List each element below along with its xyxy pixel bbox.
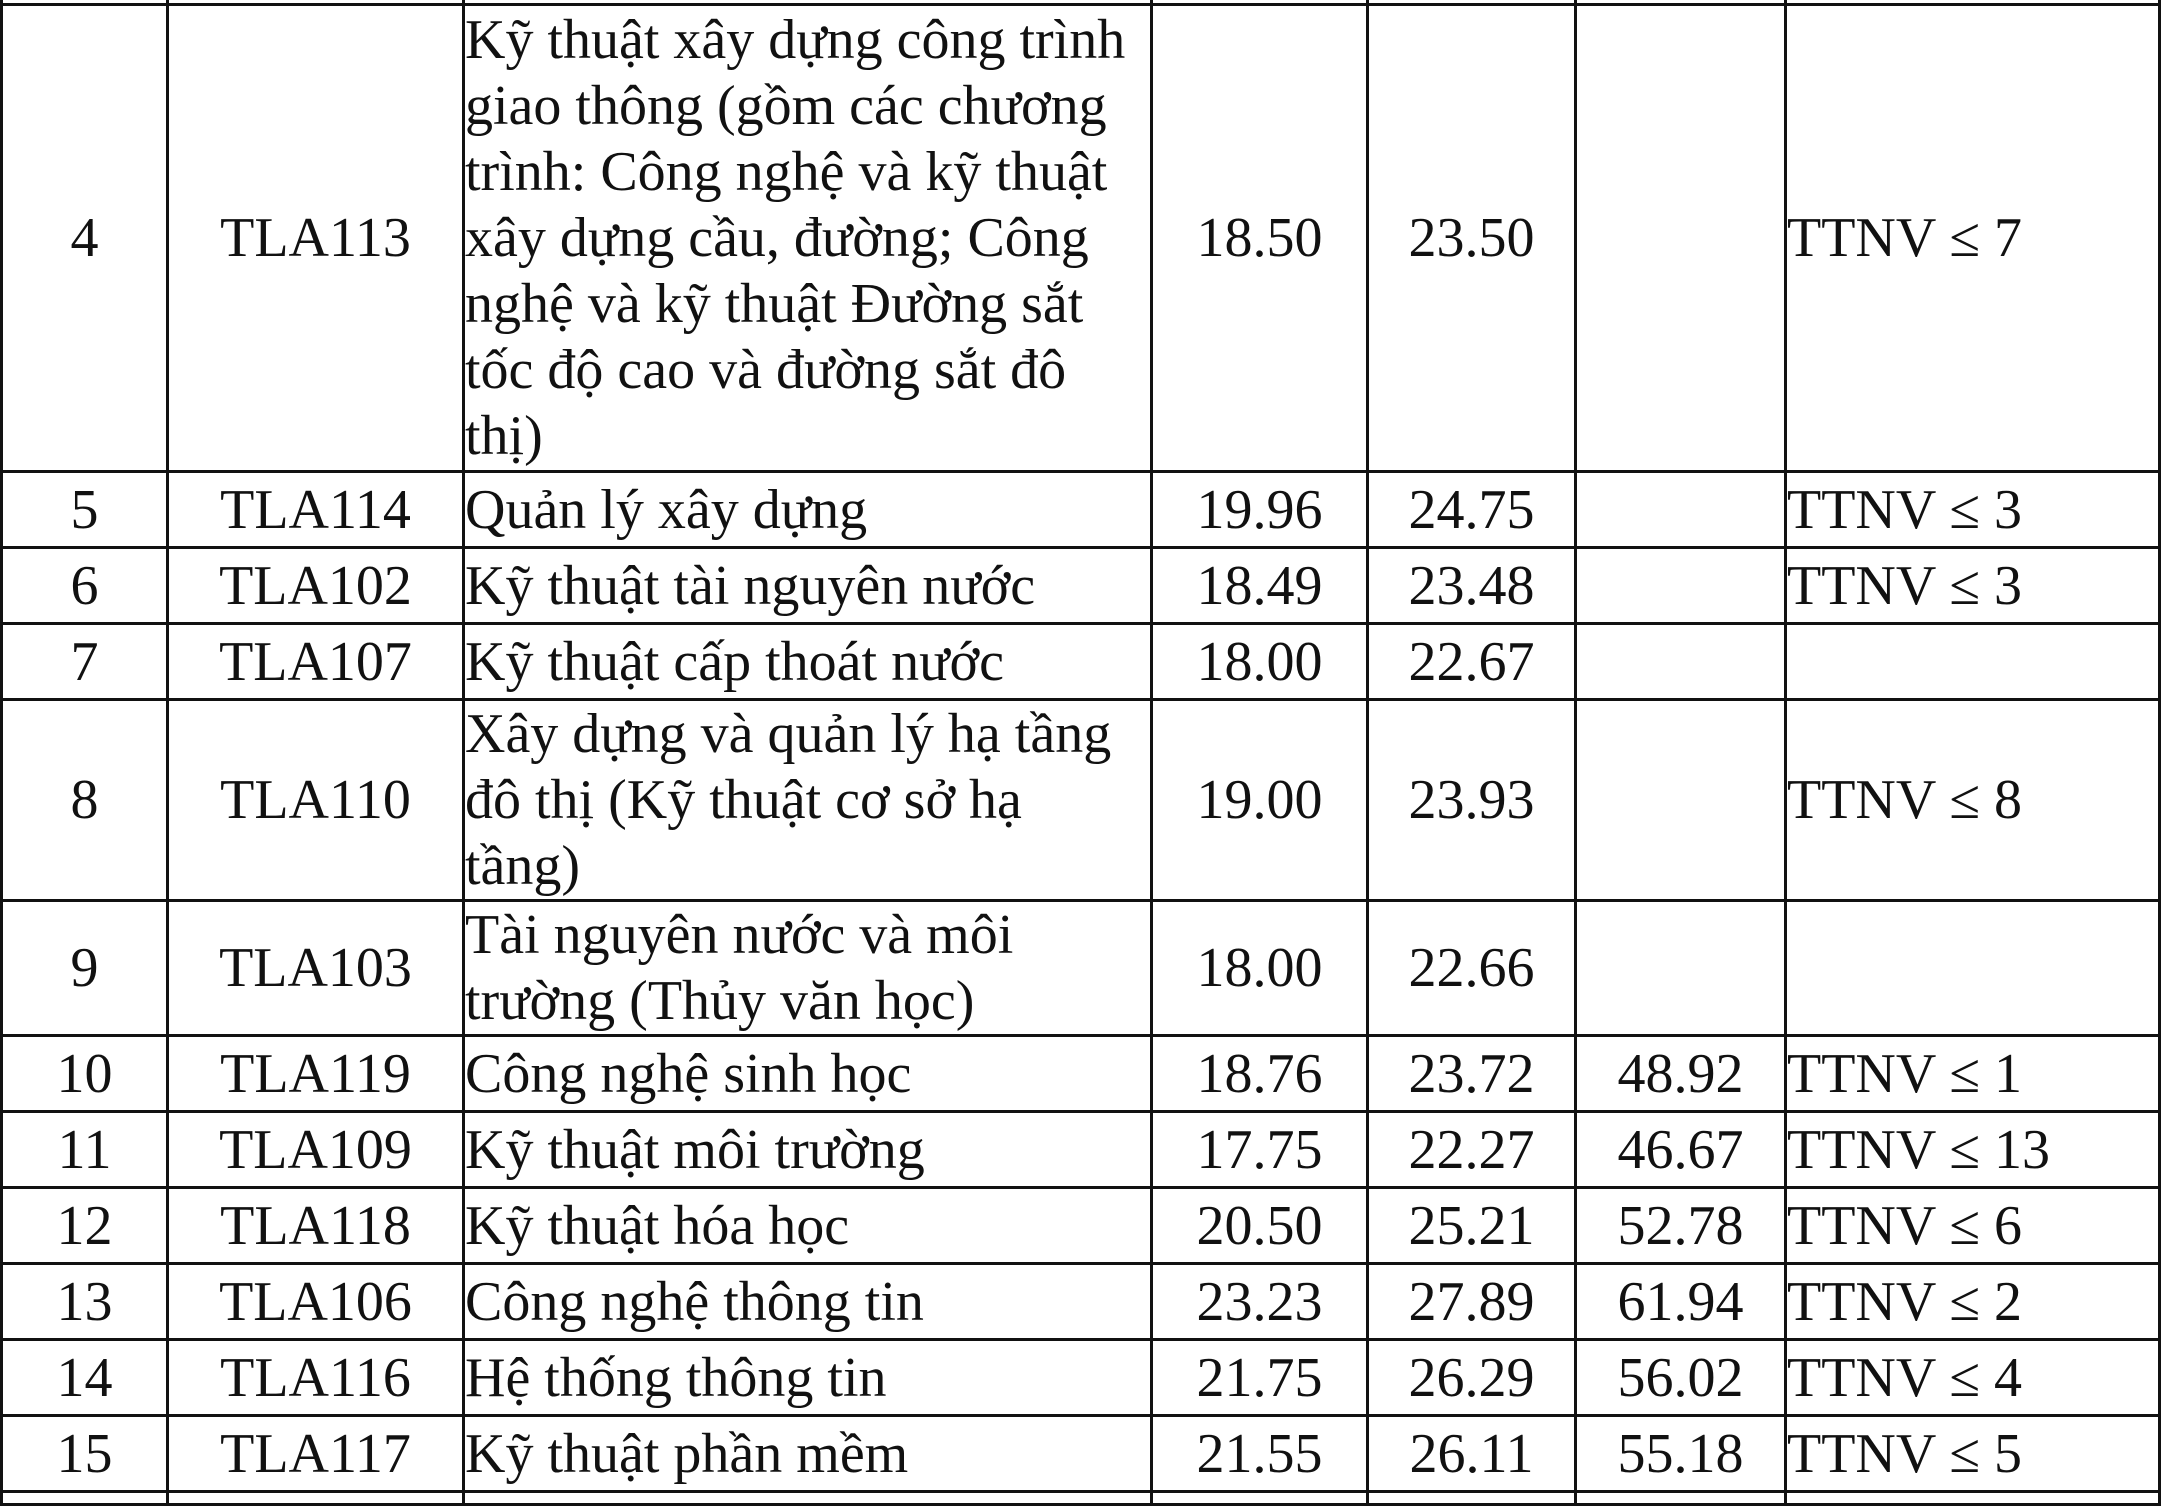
row-number: 15 bbox=[2, 1416, 168, 1492]
score-cell-1: 18.50 bbox=[1152, 5, 1368, 472]
score-cell-1: 17.75 bbox=[1152, 1112, 1368, 1188]
program-name: Công nghệ thông tin bbox=[464, 1264, 1152, 1340]
score-cell-2: 22.67 bbox=[1368, 624, 1576, 700]
score-cell-3 bbox=[1576, 624, 1786, 700]
program-code: TLA117 bbox=[168, 1416, 464, 1492]
row-number: 12 bbox=[2, 1188, 168, 1264]
priority-note: TTNV ≤ 1 bbox=[1786, 1036, 2160, 1112]
row-number: 8 bbox=[2, 700, 168, 901]
table-row bbox=[2, 548, 2160, 624]
program-name: Kỹ thuật tài nguyên nước bbox=[464, 548, 1152, 624]
score-cell-3: 46.67 bbox=[1576, 1112, 1786, 1188]
score-cell-1: 18.00 bbox=[1152, 901, 1368, 1036]
score-cell-2: 23.48 bbox=[1368, 548, 1576, 624]
score-cell-2: 23.93 bbox=[1368, 700, 1576, 901]
priority-note bbox=[1786, 624, 2160, 700]
score-cell-1: 18.00 bbox=[1152, 624, 1368, 700]
score-cell-2: 25.21 bbox=[1368, 1188, 1576, 1264]
table-row bbox=[2, 1036, 2160, 1112]
priority-note bbox=[1786, 901, 2160, 1036]
score-cell-1: 18.49 bbox=[1152, 548, 1368, 624]
score-cell-2: 26.29 bbox=[1368, 1340, 1576, 1416]
program-name: Kỹ thuật cấp thoát nước bbox=[464, 624, 1152, 700]
row-number: 7 bbox=[2, 624, 168, 700]
score-cell-3 bbox=[1576, 472, 1786, 548]
score-cell-1: 20.50 bbox=[1152, 1188, 1368, 1264]
program-name: Quản lý xây dựng bbox=[464, 472, 1152, 548]
table-row bbox=[2, 700, 2160, 901]
priority-note: TTNV ≤ 8 bbox=[1786, 700, 2160, 901]
score-cell-3 bbox=[1576, 901, 1786, 1036]
priority-note: TTNV ≤ 3 bbox=[1786, 472, 2160, 548]
row-number: 5 bbox=[2, 472, 168, 548]
priority-note: TTNV ≤ 7 bbox=[1786, 5, 2160, 472]
score-cell-2: 23.50 bbox=[1368, 5, 1576, 472]
score-cell-3 bbox=[1576, 5, 1786, 472]
priority-note: TTNV ≤ 5 bbox=[1786, 1416, 2160, 1492]
program-code: TLA116 bbox=[168, 1340, 464, 1416]
priority-note: TTNV ≤ 3 bbox=[1786, 548, 2160, 624]
row-number: 13 bbox=[2, 1264, 168, 1340]
score-cell-3: 56.02 bbox=[1576, 1340, 1786, 1416]
priority-note: TTNV ≤ 13 bbox=[1786, 1112, 2160, 1188]
program-name: Công nghệ sinh học bbox=[464, 1036, 1152, 1112]
score-cell-1: 18.76 bbox=[1152, 1036, 1368, 1112]
program-code: TLA107 bbox=[168, 624, 464, 700]
table-row bbox=[2, 1264, 2160, 1340]
program-code: TLA103 bbox=[168, 901, 464, 1036]
score-cell-1: 19.96 bbox=[1152, 472, 1368, 548]
score-cell-1: 21.75 bbox=[1152, 1340, 1368, 1416]
score-cell-2: 24.75 bbox=[1368, 472, 1576, 548]
table-row bbox=[2, 1112, 2160, 1188]
score-cell-2: 26.11 bbox=[1368, 1416, 1576, 1492]
program-code: TLA106 bbox=[168, 1264, 464, 1340]
table-row-cut-bottom bbox=[2, 1492, 2160, 1505]
score-cell-1: 19.00 bbox=[1152, 700, 1368, 901]
row-number: 9 bbox=[2, 901, 168, 1036]
program-code: TLA110 bbox=[168, 700, 464, 901]
score-cell-2: 23.72 bbox=[1368, 1036, 1576, 1112]
table-row bbox=[2, 5, 2160, 472]
score-cell-3 bbox=[1576, 548, 1786, 624]
score-cell-2: 22.66 bbox=[1368, 901, 1576, 1036]
program-name: Tài nguyên nước và môi trường (Thủy văn học) bbox=[464, 901, 1152, 1036]
score-cell-3: 55.18 bbox=[1576, 1416, 1786, 1492]
program-code: TLA118 bbox=[168, 1188, 464, 1264]
program-code: TLA114 bbox=[168, 472, 464, 548]
table-row bbox=[2, 624, 2160, 700]
score-cell-3 bbox=[1576, 700, 1786, 901]
row-number: 10 bbox=[2, 1036, 168, 1112]
program-code: TLA113 bbox=[168, 5, 464, 472]
score-cell-1: 23.23 bbox=[1152, 1264, 1368, 1340]
row-number: 11 bbox=[2, 1112, 168, 1188]
priority-note: TTNV ≤ 2 bbox=[1786, 1264, 2160, 1340]
program-code: TLA102 bbox=[168, 548, 464, 624]
program-name: Xây dựng và quản lý hạ tầng đô thị (Kỹ thuật cơ sở hạ tầng) bbox=[464, 700, 1152, 901]
score-cell-3: 52.78 bbox=[1576, 1188, 1786, 1264]
priority-note: TTNV ≤ 4 bbox=[1786, 1340, 2160, 1416]
program-code: TLA109 bbox=[168, 1112, 464, 1188]
table-row bbox=[2, 1416, 2160, 1492]
table-row bbox=[2, 1340, 2160, 1416]
table-row bbox=[2, 1188, 2160, 1264]
priority-note: TTNV ≤ 6 bbox=[1786, 1188, 2160, 1264]
table-body bbox=[2, 0, 2160, 1505]
score-cell-2: 22.27 bbox=[1368, 1112, 1576, 1188]
row-number: 6 bbox=[2, 548, 168, 624]
program-name: Kỹ thuật môi trường bbox=[464, 1112, 1152, 1188]
table-row bbox=[2, 901, 2160, 1036]
table-row bbox=[2, 472, 2160, 548]
program-name: Hệ thống thông tin bbox=[464, 1340, 1152, 1416]
program-code: TLA119 bbox=[168, 1036, 464, 1112]
score-cell-1: 21.55 bbox=[1152, 1416, 1368, 1492]
score-cell-3: 61.94 bbox=[1576, 1264, 1786, 1340]
program-name: Kỹ thuật xây dựng công trình giao thông (gồm các chương trình: Công nghệ và kỹ thuật xây dựng cầu, đường; Công nghệ và kỹ thuật Đường sắt tốc độ cao và đường sắt đô thị) bbox=[464, 5, 1152, 472]
score-cell-3: 48.92 bbox=[1576, 1036, 1786, 1112]
score-cell-2: 27.89 bbox=[1368, 1264, 1576, 1340]
row-number: 4 bbox=[2, 5, 168, 472]
program-name: Kỹ thuật phần mềm bbox=[464, 1416, 1152, 1492]
row-number: 14 bbox=[2, 1340, 168, 1416]
program-name: Kỹ thuật hóa học bbox=[464, 1188, 1152, 1264]
